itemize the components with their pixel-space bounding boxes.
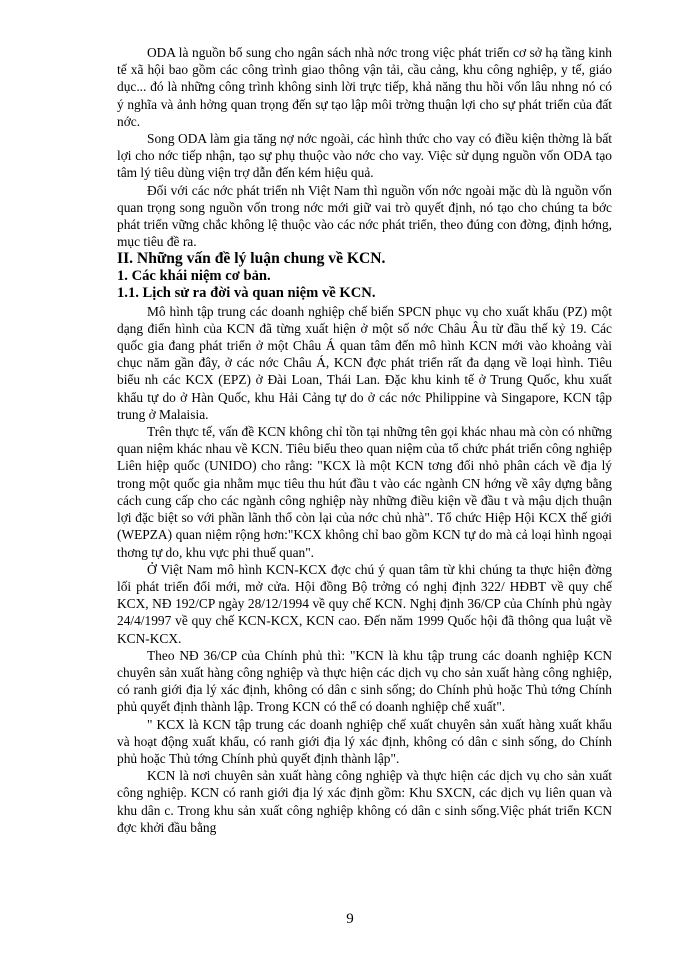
paragraph-kcn-history: Mô hình tập trung các doanh nghiệp chế biến SPCN phục vụ cho xuất khẩu (PZ) một dạng điển hình của KCN đã từng xuất hiện ở một số nớc Châu Âu từ đầu thế kỷ 19. Các quốc gia đang phát triển ở một Châu Á quan tâm đến mô hình KCN mới vào khoảng vài chục năm gần đây, ở các nớc Châu Á, KCN đợc phát triển rất đa dạng về loại hình. Tiêu biểu nh các KCX (EPZ) ở Đài Loan, Thái Lan. Đặc khu kinh tế ở Trung Quốc, khu xuất khẩu tự do ở Hàn Quốc, khu Hải Cảng tự do ở các nớc Philippine và Singapore, KCN tập trung ở Malaisia. — [117, 303, 612, 422]
page-number: 9 — [346, 911, 354, 927]
subsection-heading: 1. Các khái niệm cơ bản. — [117, 267, 271, 284]
paragraph-kcn-definition: KCN là nơi chuyên sản xuất hàng công nghiệp và thực hiện các dịch vụ cho sản xuất công nghiệp. KCN có ranh giới địa lý xác định gồm: Khu SXCN, các dịch vụ liên quan và khu dân c. Trong khu sản xuất công nghiệp không có dân c sinh sống.Việc phát triển KCN đợc khởi đầu bằng — [117, 768, 612, 835]
paragraph-kcn-concepts: Trên thực tế, vấn đề KCN không chỉ tồn tại những tên gọi khác nhau mà còn có những quan niệm khác nhau về KCN. Tiêu biểu theo quan niệm của tổ chức phát triển công nghiệp Liên hiệp quốc (UNIDO) cho rằng: "KCX là một KCN tơng đối nhỏ phân cách về địa lý trong một quốc gia nhằm mục tiêu thu hút đầu t vào các ngành CN hớng về xây dựng bằng cách cung cấp cho các ngành công nghiệp này những điều kiện về đầu t và mậu dịch thuận lợi đặc biệt so với phần lãnh thổ còn lại của nớc chủ nhà". Tổ chức Hiệp Hội KCX thế giới (WEPZA) quan niệm rộng hơn:"KCX không chỉ bao gồm KCN tự do mà cả loại hình ngoại thơng tự do, khu vực phi thuế quan". — [117, 424, 612, 560]
paragraph-domestic-capital: Đối với các nớc phát triển nh Việt Nam thì nguồn vốn nớc ngoài mặc dù là nguồn vốn quan trọng song nguồn vốn trong nớc mới giữ vai trò quyết định, nó tạo cho chúng ta bớc phát triển vững chắc không lệ thuộc vào các nớc phát triển, theo đúng con đờng, định hớng, mục tiêu đề ra. — [117, 182, 612, 250]
section-heading: II. Những vấn đề lý luận chung về KCN. — [117, 250, 386, 268]
paragraph-decree-36-kcx: " KCX là KCN tập trung các doanh nghiệp chế xuất chuyên sản xuất hàng xuất khẩu và hoạt động xuất khẩu, có ranh giới địa lý xác định, không có dân c sinh sống, do Chính phủ hoặc Thủ tớng Chính phủ quyết định thành lập". — [117, 716, 612, 766]
subsubsection-heading: 1.1. Lịch sử ra đời và quan niệm về KCN. — [117, 285, 376, 302]
paragraph-oda-drawbacks: Song ODA làm gia tăng nợ nớc ngoài, các hình thức cho vay có điều kiện thờng là bất lợi cho nớc tiếp nhận, tạo sự phụ thuộc vào nớc cho vay. Việc sử dụng nguồn vốn ODA tạo tâm lý tiêu dùng viện trợ dẫn đến kém hiệu quả. — [117, 131, 612, 181]
paragraph-oda-role: ODA là nguồn bổ sung cho ngân sách nhà nớc trong việc phát triển cơ sở hạ tầng kinh tế xã hội bao gồm các công trình giao thông vận tải, cầu cảng, khu công nghiệp, y tế, giáo dục... đó là những công trình không sinh lời trực tiếp, khả năng thu hồi vốn lâu nhng nó có ý nghĩa và ảnh hởng quan trọng đến sự tạo lập môi trờng thuận lợi cho sự phát triển của đất nớc. — [117, 45, 612, 129]
paragraph-decree-36-kcn: Theo NĐ 36/CP của Chính phủ thì: "KCN là khu tập trung các doanh nghiệp KCN chuyên sản xuất hàng công nghiệp và thực hiện các dịch vụ cho sản xuất hàng công nghiệp, có ranh giới địa lý xác định, không có dân c sinh sống; do Chính phủ hoặc Thủ tớng Chính phủ quyết định thành lập. Trong KCN có thể có doanh nghiệp chế xuất". — [117, 647, 612, 715]
paragraph-vietnam-kcn: Ở Việt Nam mô hình KCN-KCX đợc chú ý quan tâm từ khi chúng ta thực hiện đờng lối phát triển đổi mới, mở cửa. Hội đồng Bộ trởng có nghị định 322/ HĐBT về quy chế KCX, NĐ 192/CP ngày 28/12/1994 về quy chế KCN. Nghị định 36/CP của Chính phủ ngày 24/4/1997 về quy chế KCN-KCX, KCN cao. Đến năm 1999 Quốc hội đã thông qua luật về KCN-KCX. — [117, 561, 612, 646]
